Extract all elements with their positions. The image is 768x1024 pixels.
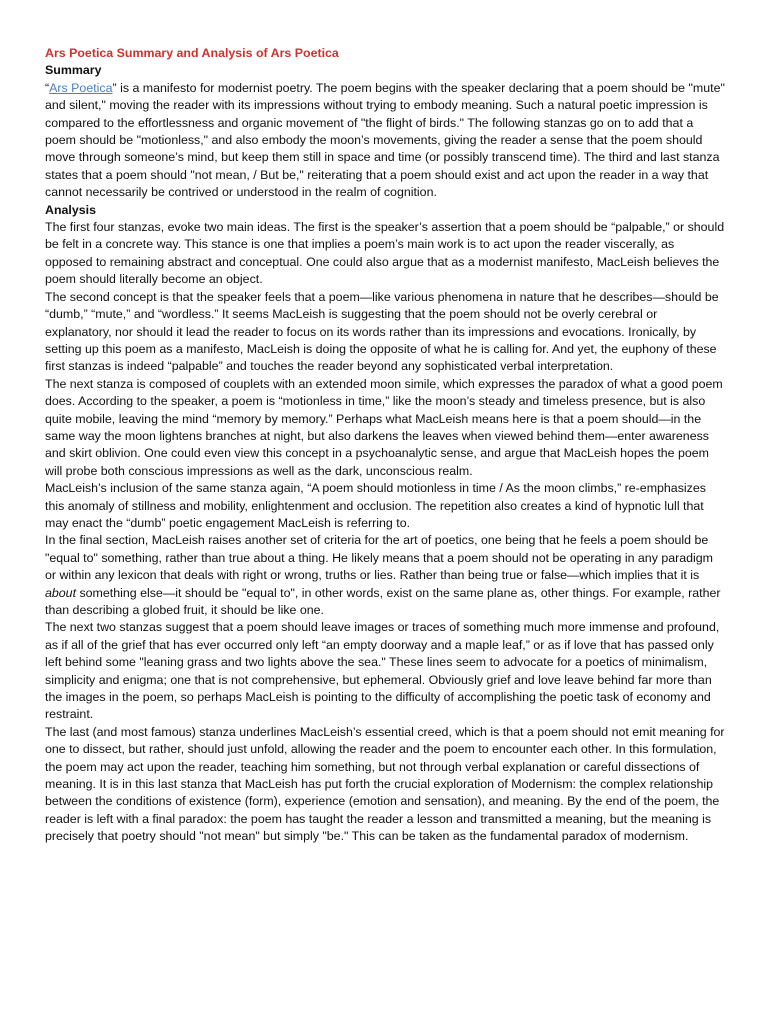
analysis-paragraph-5-emphasis: about xyxy=(45,585,77,600)
analysis-paragraph-3: The next stanza is composed of couplets with an extended moon simile, which expresses the paradox of what a good poem does. According to the speaker, a poem is “motionless in time,” like the moon’s steady and timeless presence, but is also quite mobile, leaving the mind “memory by memory.” Perhaps what MacLeish means here is that a poem should—in the same way the moon lightens branches at night, but also darkens the leaves when viewed behind them—enter awareness and skirt oblivion. One could even view this concept in a psychoanalytic sense, and argue that MacLeish hopes the poem will probe both conscious impressions as well as the dark, unconscious realm. xyxy=(45,376,723,478)
analysis-paragraph-1: The first four stanzas, evoke two main ideas. The first is the speaker’s assertion that a poem should be “palpable,” or should be felt in a concrete way. This stance is one that implies a poem’s main work is to act upon the reader viscerally, as opposed to remaining abstract and conceptual. One could also argue that as a modernist manifesto, MacLeish believes the poem should literally become an object. xyxy=(45,220,725,287)
summary-paragraph-text: ” is a manifesto for modernist poetry. The poem begins with the speaker declaring that a poem should be "mute" and silent," moving the reader with its impressions without trying to embody meaning. Such a natural poetic impression is compared to the effortlessness and organic movement of "the flight of birds." The following stanzas go on to add that a poem should be "motionless," and also embody the moon’s movements, giving the reader a sense that the poem should move through someone’s mind, but keep them still in space and time (or possibly transcend time). The third and last stanza states that a poem should "not mean, / But be," reiterating that a poem should exist and act upon the reader in a way that cannot necessarily be contrived or understood in the realm of cognition. xyxy=(45,80,725,200)
document-title: Ars Poetica Summary and Analysis of Ars Poetica xyxy=(45,46,339,60)
analysis-paragraph-6: The next two stanzas suggest that a poem should leave images or traces of something much more immense and profound, as if all of the grief that has ever occurred only left “an empty doorway and a maple leaf,” or as if love that has passed only left behind some "leaning grass and two lights above the sea." These lines seem to advocate for a poetics of minimalism, simplicity and enigma; one that is not comprehensive, but ephemeral. Obviously grief and love leave behind far more than the images in the poem, so perhaps MacLeish is pointing to the difficulty of accomplishing the poetic task of economy and restraint. xyxy=(45,620,720,722)
analysis-paragraph-5-text-b: something else—it should be "equal to", in other words, exist on the same plane as, other things. For example, rather than describing a globed fruit, it should be like one. xyxy=(45,585,721,617)
analysis-paragraph-7: The last (and most famous) stanza underlines MacLeish’s essential creed, which is that a poem should not emit meaning for one to dissect, but rather, should just unfold, allowing the reader and the poem to encounter each other. In this formulation, the poem may act upon the reader, teaching him something, but not through verbal explanation or careful dissections of meaning. It is in this last stanza that MacLeish has put forth the crucial exploration of Modernism: the complex relationship between the conditions of existence (form), experience (emotion and sensation), and meaning. By the end of the poem, the reader is left with a final paradox: the poem has taught the reader a lesson and transmitted a meaning, but the meaning is precisely that poetry should "not mean" but simply "be." This can be taken as the fundamental paradox of modernism. xyxy=(45,724,725,844)
summary-quote-open: “ xyxy=(45,80,50,95)
analysis-paragraph-4: MacLeish’s inclusion of the same stanza again, “A poem should motionless in time / As the moon climbs,” re-emphasizes this anomaly of stillness and mobility, enlightenment and occlusion. The repetition also creates a kind of hypnotic lull that may enact the “dumb” poetic engagement MacLeish is referring to. xyxy=(45,481,706,530)
summary-heading: Summary xyxy=(45,63,102,78)
summary-paragraph xyxy=(45,80,725,202)
analysis-paragraph-5 xyxy=(45,532,725,619)
ars-poetica-link[interactable]: Ars Poetica xyxy=(49,80,113,95)
analysis-paragraph-5-text-a: In the final section, MacLeish raises another set of criteria for the art of poetics, one being that he feels a poem should be "equal to" something, rather than true about a thing. He likely means that a poem should not be operating in any paradigm or within any lexicon that deals with right or wrong, truths or lies. Rather than being true or false—which implies that it is xyxy=(45,533,713,583)
document-body xyxy=(45,45,725,846)
analysis-heading: Analysis xyxy=(45,202,96,217)
analysis-paragraph-2: The second concept is that the speaker feels that a poem—like various phenomena in nature that he describes—should be “dumb,” “mute,” and “wordless.” It seems MacLeish is suggesting that the poem should not be overly cerebral or explanatory, nor should it lead the reader to focus on its words rather than its impressions and evocations. Ironically, by setting up this poem as a manifesto, MacLeish is doing the opposite of what he is calling for. And yet, the euphony of these first stanzas is indeed “palpable” and touches the reader beyond any sophisticated verbal interpretation. xyxy=(45,289,719,374)
